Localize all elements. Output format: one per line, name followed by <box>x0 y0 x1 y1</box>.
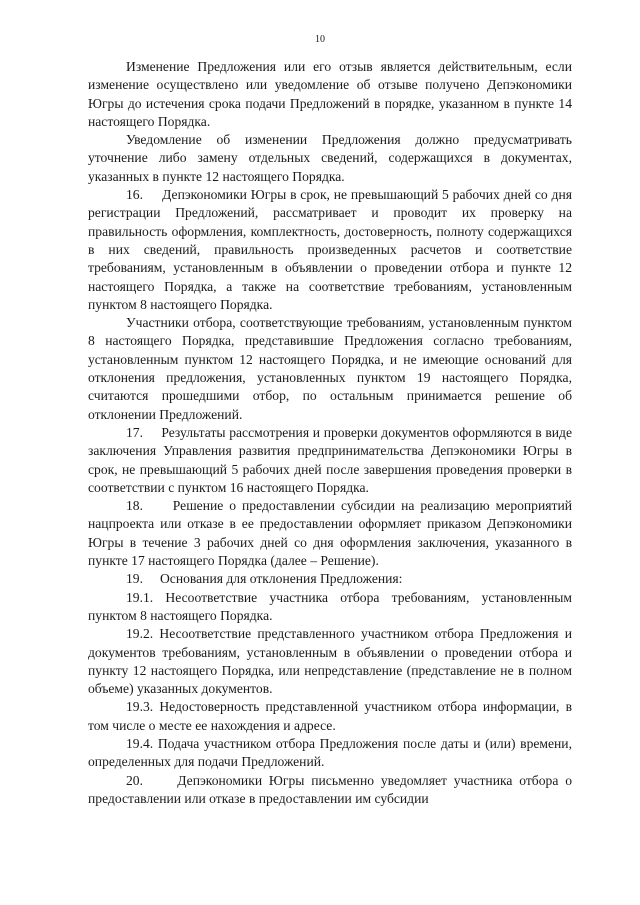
paragraph-change-withdrawal: Изменение Предложения или его отзыв является действительным, если изменение осуществлено или уведомление об отзыве получено Депэкономики Югры до истечения срока подачи Предложений в порядке, указанном в пункте 14 настоящего Порядка. <box>88 59 572 129</box>
page-number: 10 <box>315 34 325 45</box>
paragraph-20: 20. Депэкономики Югры письменно уведомляет участника отбора о предоставлении или отказе в предоставлении им субсидии <box>88 772 572 806</box>
paragraph-17: 17. Результаты рассмотрения и проверки документов оформляются в виде заключения Управления развития предпринимательства Депэкономики Югры в срок, не превышающий 5 рабочих дней после завершения проведения проверки в соответствии с пунктом 16 настоящего Порядка. <box>88 424 572 495</box>
paragraph-19: 19. Основания для отклонения Предложения: <box>126 571 403 587</box>
paragraph-19-2: 19.2. Несоответствие представленного участником отбора Предложения и документов требованиям, установленным в объявлении о проведении отбора и пункту 12 настоящего Порядка, или непредставление (представление не в полном объеме) указанных документов. <box>88 626 572 697</box>
paragraph-participants: Участники отбора, соответствующие требованиям, установленным пунктом 8 настоящего Порядка, представившие Предложения согласно требованиям, установленным пунктом 12 настоящего Порядка, и не имеющие оснований для отклонения предложения, установленных пунктом 19 настоящего Порядка, считаются прошедшими отбор, по остальным принимается решение об отклонении Предложений. <box>88 315 572 422</box>
paragraph-19-1: 19.1. Несоответствие участника отбора требованиям, установленным пунктом 8 настоящего Порядка. <box>88 589 572 623</box>
paragraph-19-4: 19.4. Подача участником отбора Предложения после даты и (или) времени, определенных для подачи Предложений. <box>88 735 572 770</box>
paragraph-16: 16. Депэкономики Югры в срок, не превышающий 5 рабочих дней со дня регистрации Предложений, рассматривает и проводит их проверку на правильность оформления, комплектность, достоверность, полноту содержащихся в них сведений, правильность произведенных расчетов и соответствие требованиям, установленным в объявлении о проведении отбора и пункте 12 настоящего Порядка, а также на соответствие требованиям, установленным пунктом 8 настоящего Порядка. <box>88 187 572 312</box>
paragraph-19-3: 19.3. Недостоверность представленной участником отбора информации, в том числе о месте ее нахождения и адресе. <box>88 699 572 733</box>
document-body <box>88 58 572 808</box>
paragraph-18: 18. Решение о предоставлении субсидии на реализацию мероприятий нацпроекта или отказе в ее предоставлении оформляет приказом Депэкономики Югры в течение 3 рабочих дней со дня оформления заключения, указанного в пункте 17 настоящего Порядка (далее – Решение). <box>88 498 572 569</box>
paragraph-change-notice: Уведомление об изменении Предложения должно предусматривать уточнение либо замену отдельных сведений, содержащихся в документах, указанных в пункте 12 настоящего Порядка. <box>88 132 572 184</box>
